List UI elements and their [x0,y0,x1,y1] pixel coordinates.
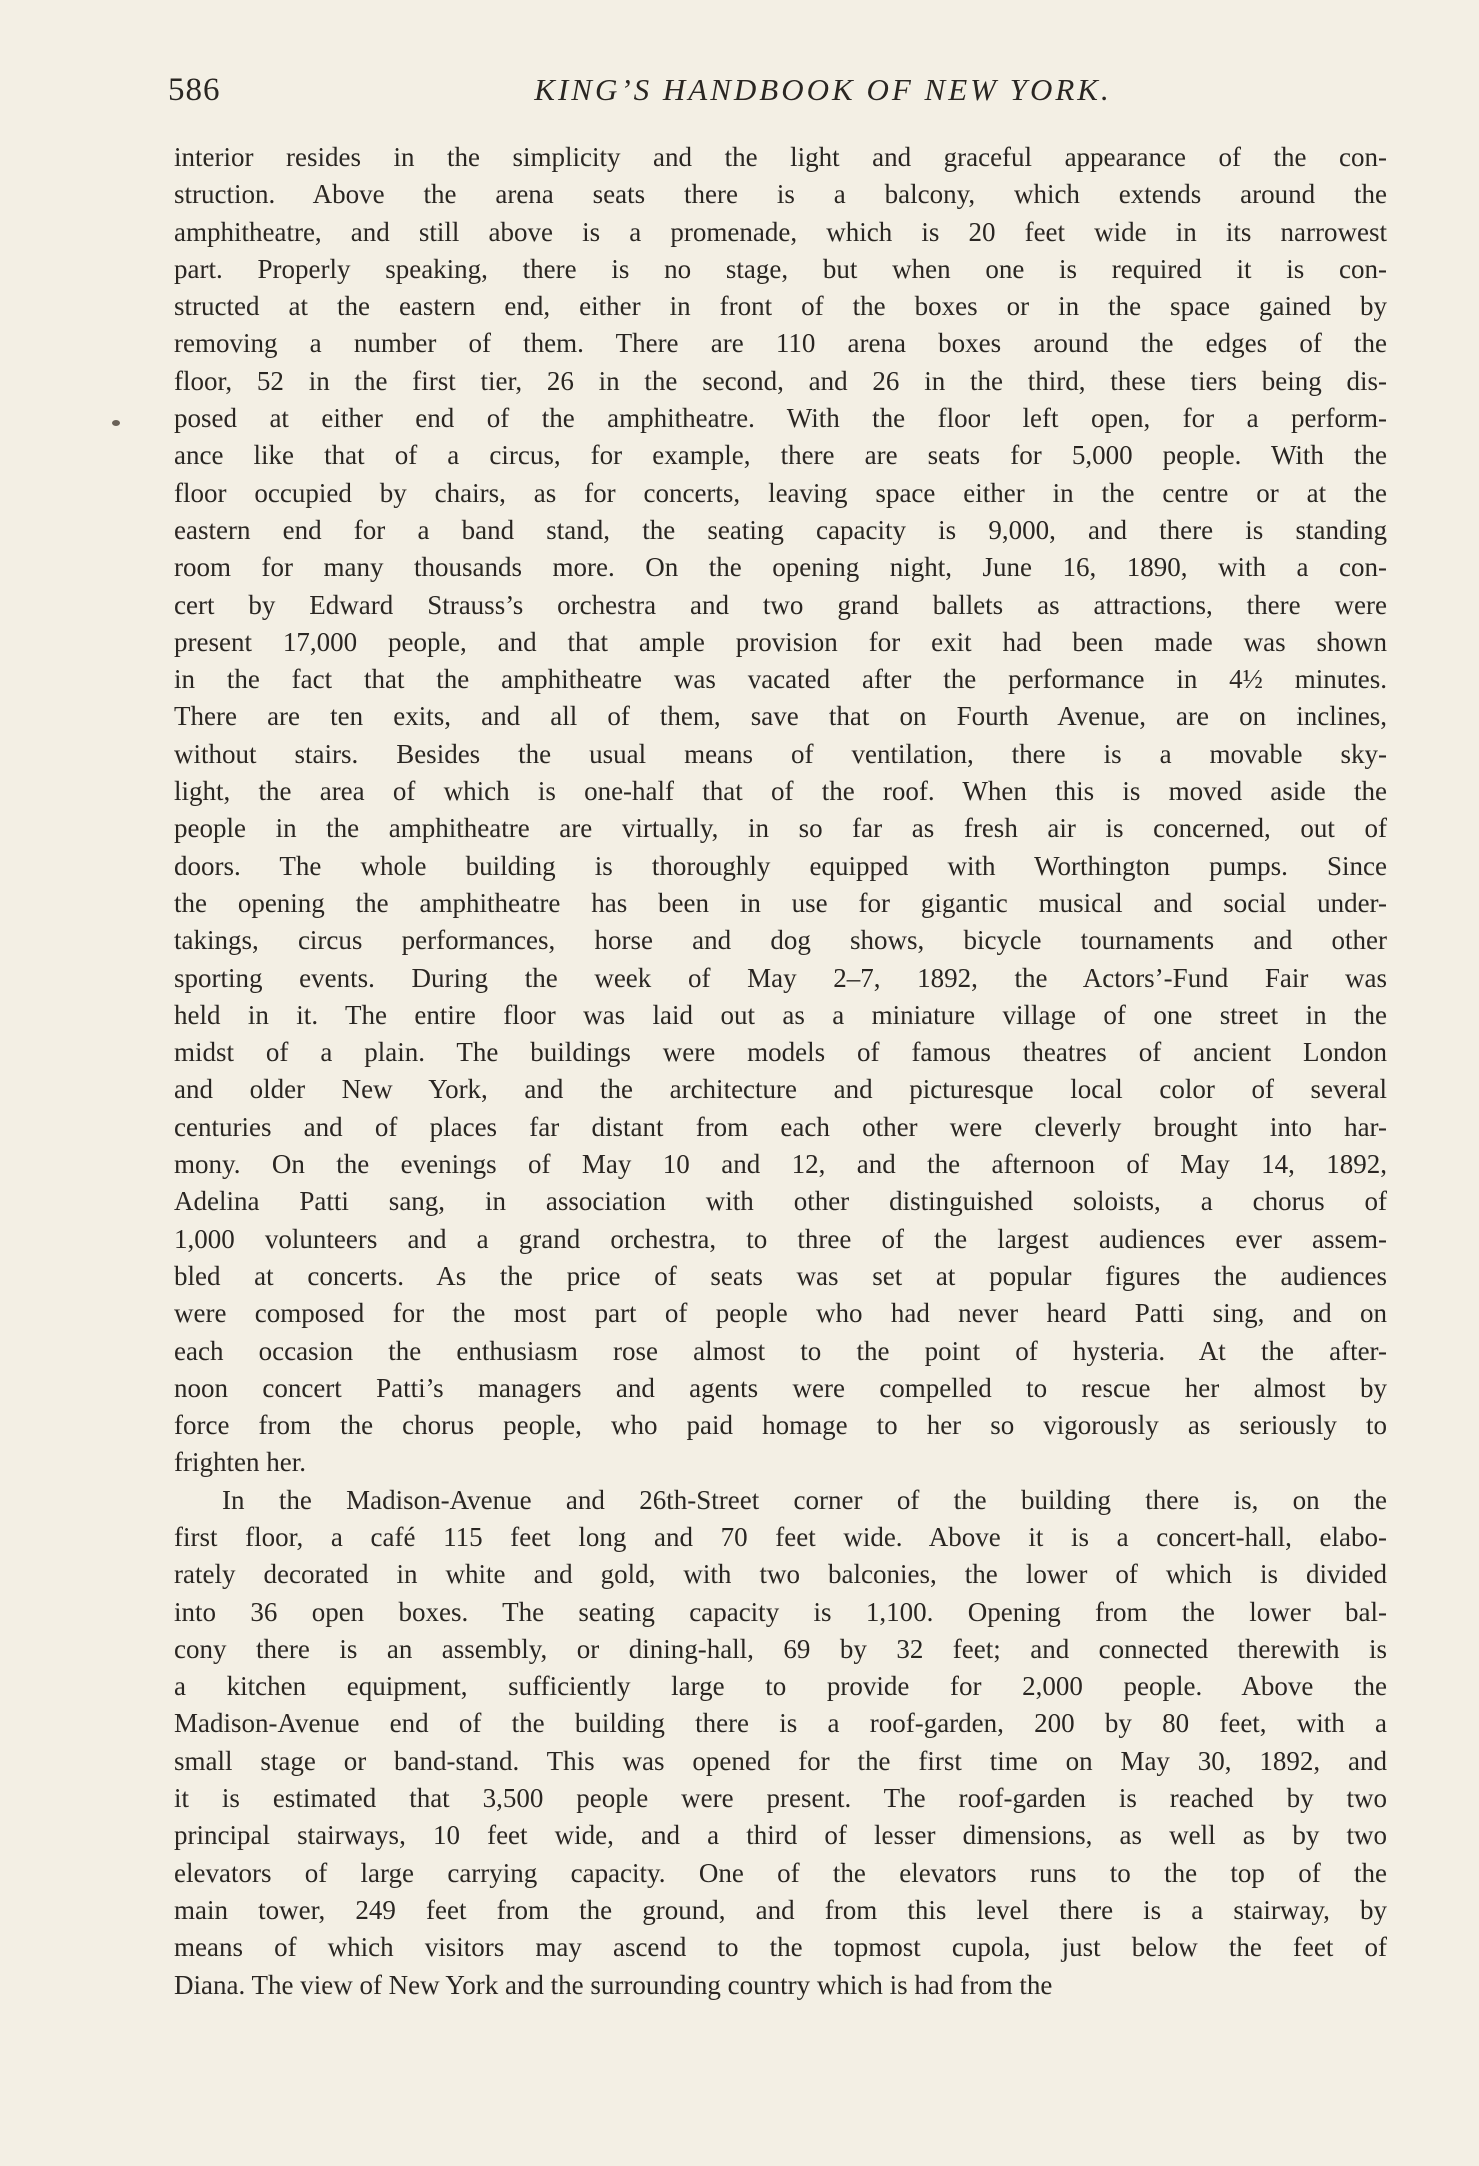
text-line: elevators of large carrying capacity. One of the elevators runs to the top of the [174,1857,1387,1888]
text-line: present 17,000 people, and that ample provision for exit had been made was shown [174,626,1387,657]
text-line: midst of a plain. The buildings were models of famous theatres of ancient London [174,1037,1387,1068]
text-line: floor, 52 in the first tier, 26 in the second, and 26 in the third, these tiers being dis- [174,365,1387,396]
text-line: it is estimated that 3,500 people were present. The roof-garden is reached by two [174,1783,1387,1814]
text-line: the opening the amphitheatre has been in use for gigantic musical and social under- [174,887,1387,918]
text-line: Adelina Patti sang, in association with other distinguished soloists, a chorus of [174,1186,1387,1217]
text-line: main tower, 249 feet from the ground, and from this level there is a stairway, by [174,1894,1387,1925]
text-line: noon concert Patti’s managers and agents were compelled to rescue her almost by [174,1372,1387,1403]
text-line: bled at concerts. As the price of seats was set at popular figures the audiences [174,1260,1387,1291]
text-line: held in it. The entire floor was laid out as a miniature village of one street in the [174,999,1387,1030]
running-title: KING’S HANDBOOK OF NEW YORK. [534,72,1112,107]
text-line: removing a number of them. There are 110 arena boxes around the edges of the [174,328,1387,359]
text-line: principal stairways, 10 feet wide, and a third of lesser dimensions, as well as by two [174,1820,1387,1851]
text-line: struction. Above the arena seats there is a balcony, which extends around the [174,179,1387,210]
text-line: centuries and of places far distant from each other were cleverly brought into har- [174,1111,1387,1142]
margin-dot-mark [112,420,120,426]
text-line: There are ten exits, and all of them, save that on Fourth Avenue, are on inclines, [174,701,1387,732]
text-line: a kitchen equipment, sufficiently large to provide for 2,000 people. Above the [174,1671,1387,1702]
text-line: into 36 open boxes. The seating capacity is 1,100. Opening from the lower bal- [174,1596,1387,1627]
text-line: structed at the eastern end, either in front of the boxes or in the space gained by [174,291,1387,322]
text-line: In the Madison-Avenue and 26th-Street corner of the building there is, on the [222,1484,1387,1515]
text-line: Madison-Avenue end of the building there is a roof-garden, 200 by 80 feet, with a [174,1708,1387,1739]
page-header [168,72,1388,122]
body-text [174,139,1387,2004]
text-line: cony there is an assembly, or dining-hall, 69 by 32 feet; and connected therewith is [174,1633,1387,1664]
text-line: takings, circus performances, horse and dog shows, bicycle tournaments and other [174,925,1387,956]
text-line: each occasion the enthusiasm rose almost to the point of hysteria. At the after- [174,1335,1387,1366]
page-number: 586 [168,72,221,108]
text-line: doors. The whole building is thoroughly equipped with Worthington pumps. Since [174,850,1387,881]
text-line: mony. On the evenings of May 10 and 12, and the afternoon of May 14, 1892, [174,1149,1387,1180]
text-line: means of which visitors may ascend to the topmost cupola, just below the feet of [174,1932,1387,1963]
text-line: room for many thousands more. On the opening night, June 16, 1890, with a con- [174,552,1387,583]
text-line: sporting events. During the week of May 2–7, 1892, the Actors’-Fund Fair was [174,962,1387,993]
text-line: amphitheatre, and still above is a promenade, which is 20 feet wide in its narrowest [174,216,1387,247]
text-line: Diana. The view of New York and the surrounding country which is had from the [174,1969,1053,2000]
text-line: rately decorated in white and gold, with two balconies, the lower of which is divided [174,1559,1387,1590]
text-line: posed at either end of the amphitheatre. With the floor left open, for a perform- [174,403,1387,434]
text-line: interior resides in the simplicity and the light and graceful appearance of the con- [174,142,1387,172]
text-line: frighten her. [174,1447,306,1478]
text-line: people in the amphitheatre are virtually, in so far as fresh air is concerned, out of [174,813,1387,844]
text-line: cert by Edward Strauss’s orchestra and two grand ballets as attractions, there were [174,589,1387,620]
text-line: force from the chorus people, who paid homage to her so vigorously as seriously to [174,1410,1387,1441]
text-line: and older New York, and the architecture and picturesque local color of several [174,1074,1387,1105]
text-line: 1,000 volunteers and a grand orchestra, to three of the largest audiences ever assem- [174,1223,1387,1254]
text-line: without stairs. Besides the usual means of ventilation, there is a movable sky- [174,738,1387,769]
text-line: eastern end for a band stand, the seating capacity is 9,000, and there is standing [174,514,1387,545]
text-line: first floor, a café 115 feet long and 70 feet wide. Above it is a concert-hall, elabo- [174,1521,1387,1552]
text-line: floor occupied by chairs, as for concerts, leaving space either in the centre or at the [174,477,1387,508]
text-line: part. Properly speaking, there is no stage, but when one is required it is con- [174,253,1387,284]
text-line: ance like that of a circus, for example, there are seats for 5,000 people. With the [174,440,1387,471]
text-line: small stage or band-stand. This was opened for the first time on May 30, 1892, and [174,1745,1387,1776]
text-line: light, the area of which is one-half that of the roof. When this is moved aside the [174,776,1387,807]
text-line: were composed for the most part of people who had never heard Patti sing, and on [174,1298,1387,1329]
text-line: in the fact that the amphitheatre was vacated after the performance in 4½ minutes. [174,664,1387,695]
